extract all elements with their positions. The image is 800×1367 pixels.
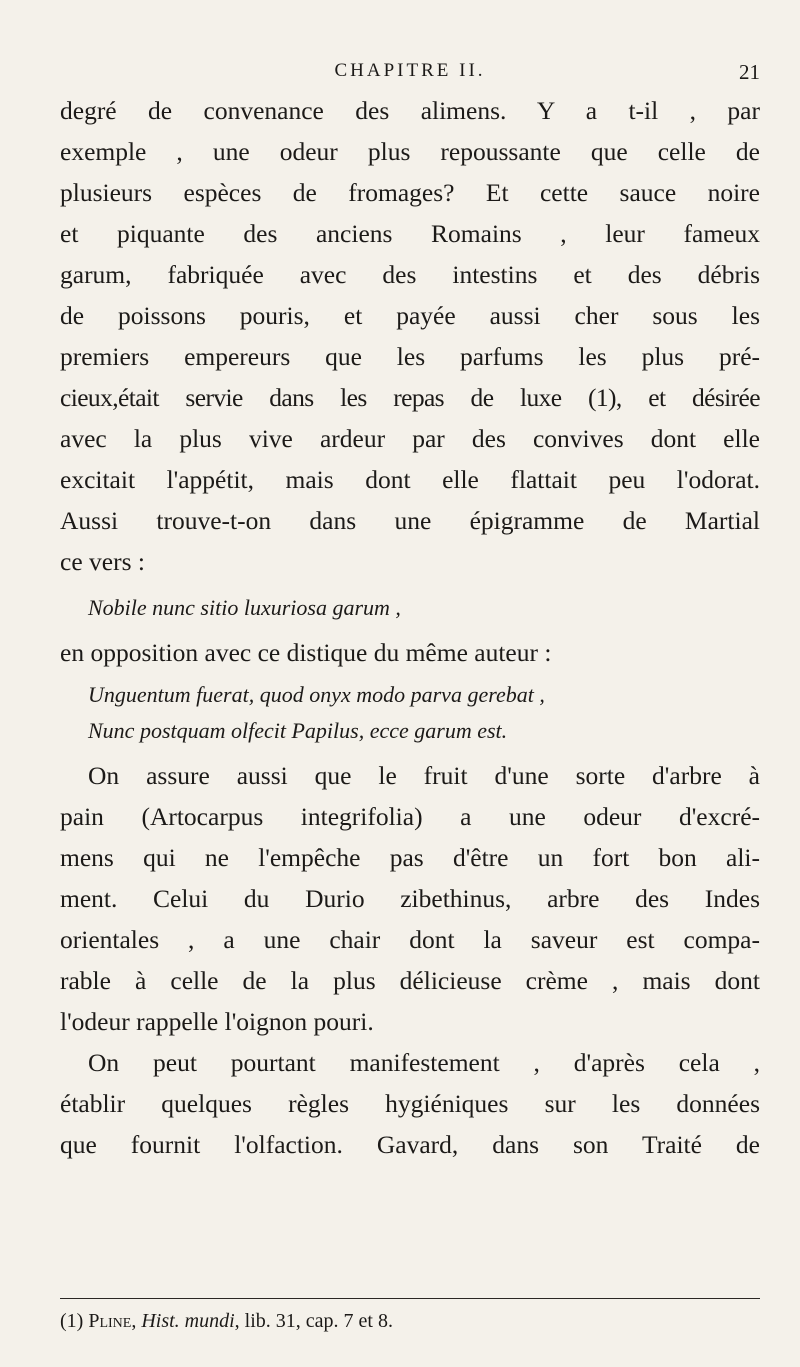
text-line: On assure aussi que le fruit d'une sorte d'arbre à: [88, 761, 760, 790]
text-line: premiers empereurs que les parfums les plus pré-: [60, 342, 760, 371]
quoted-verse: Nobile nunc sitio luxuriosa garum ,: [88, 595, 401, 620]
text-line: cieux,était servie dans les repas de luxe (1), et désirée: [60, 383, 760, 412]
text-line: établir quelques règles hygiéniques sur les données: [60, 1089, 760, 1118]
running-head: [60, 60, 760, 90]
text-line: mens qui ne l'empêche pas d'être un fort bon ali-: [60, 843, 760, 872]
footnote-author: Pline: [88, 1310, 132, 1332]
footnote: (1) Pline, Hist. mundi, lib. 31, cap. 7 et 8.: [60, 1310, 393, 1332]
text-line: l'odeur rappelle l'oignon pouri.: [60, 1007, 374, 1036]
text-line: de poissons pouris, et payée aussi cher sous les: [60, 301, 760, 330]
text-line: rable à celle de la plus délicieuse crème , mais dont: [60, 966, 760, 995]
text-line: On peut pourtant manifestement , d'après cela ,: [88, 1048, 760, 1077]
text-line: et piquante des anciens Romains , leur fameux: [60, 219, 760, 248]
text-line: Aussi trouve-t-on dans une épigramme de Martial: [60, 506, 760, 535]
text-line: plusieurs espèces de fromages? Et cette sauce noire: [60, 178, 760, 207]
text-line: que fournit l'olfaction. Gavard, dans son Traité de: [60, 1130, 760, 1159]
text-line: degré de convenance des alimens. Y a t-il , par: [60, 96, 760, 125]
distich-line: Unguentum fuerat, quod onyx modo parva gerebat ,: [88, 682, 545, 707]
text-line: ce vers :: [60, 547, 145, 576]
footnote-rule: [60, 1298, 760, 1299]
text-line: excitait l'appétit, mais dont elle flattait peu l'odorat.: [60, 465, 760, 494]
text-line: exemple , une odeur plus repoussante que celle de: [60, 137, 760, 166]
text-line: ment. Celui du Durio zibethinus, arbre des Indes: [60, 884, 760, 913]
page-number: 21: [739, 60, 760, 84]
chapter-title: CHAPITRE II.: [334, 60, 486, 81]
footnote-reference: , lib. 31, cap. 7 et 8.: [234, 1310, 393, 1332]
text-line: en opposition avec ce distique du même auteur :: [60, 638, 552, 667]
text-line: pain (Artocarpus integrifolia) a une odeur d'excré-: [60, 802, 760, 831]
text-line: orientales , a une chair dont la saveur est compa-: [60, 925, 760, 954]
footnote-marker: (1): [60, 1310, 84, 1332]
text-line: garum, fabriquée avec des intestins et des débris: [60, 260, 760, 289]
body-text: [60, 90, 760, 1165]
text-line: avec la plus vive ardeur par des convives dont elle: [60, 424, 760, 453]
distich-line: Nunc postquam olfecit Papilus, ecce garum est.: [88, 718, 508, 743]
footnote-work: Hist. mundi: [141, 1310, 235, 1332]
